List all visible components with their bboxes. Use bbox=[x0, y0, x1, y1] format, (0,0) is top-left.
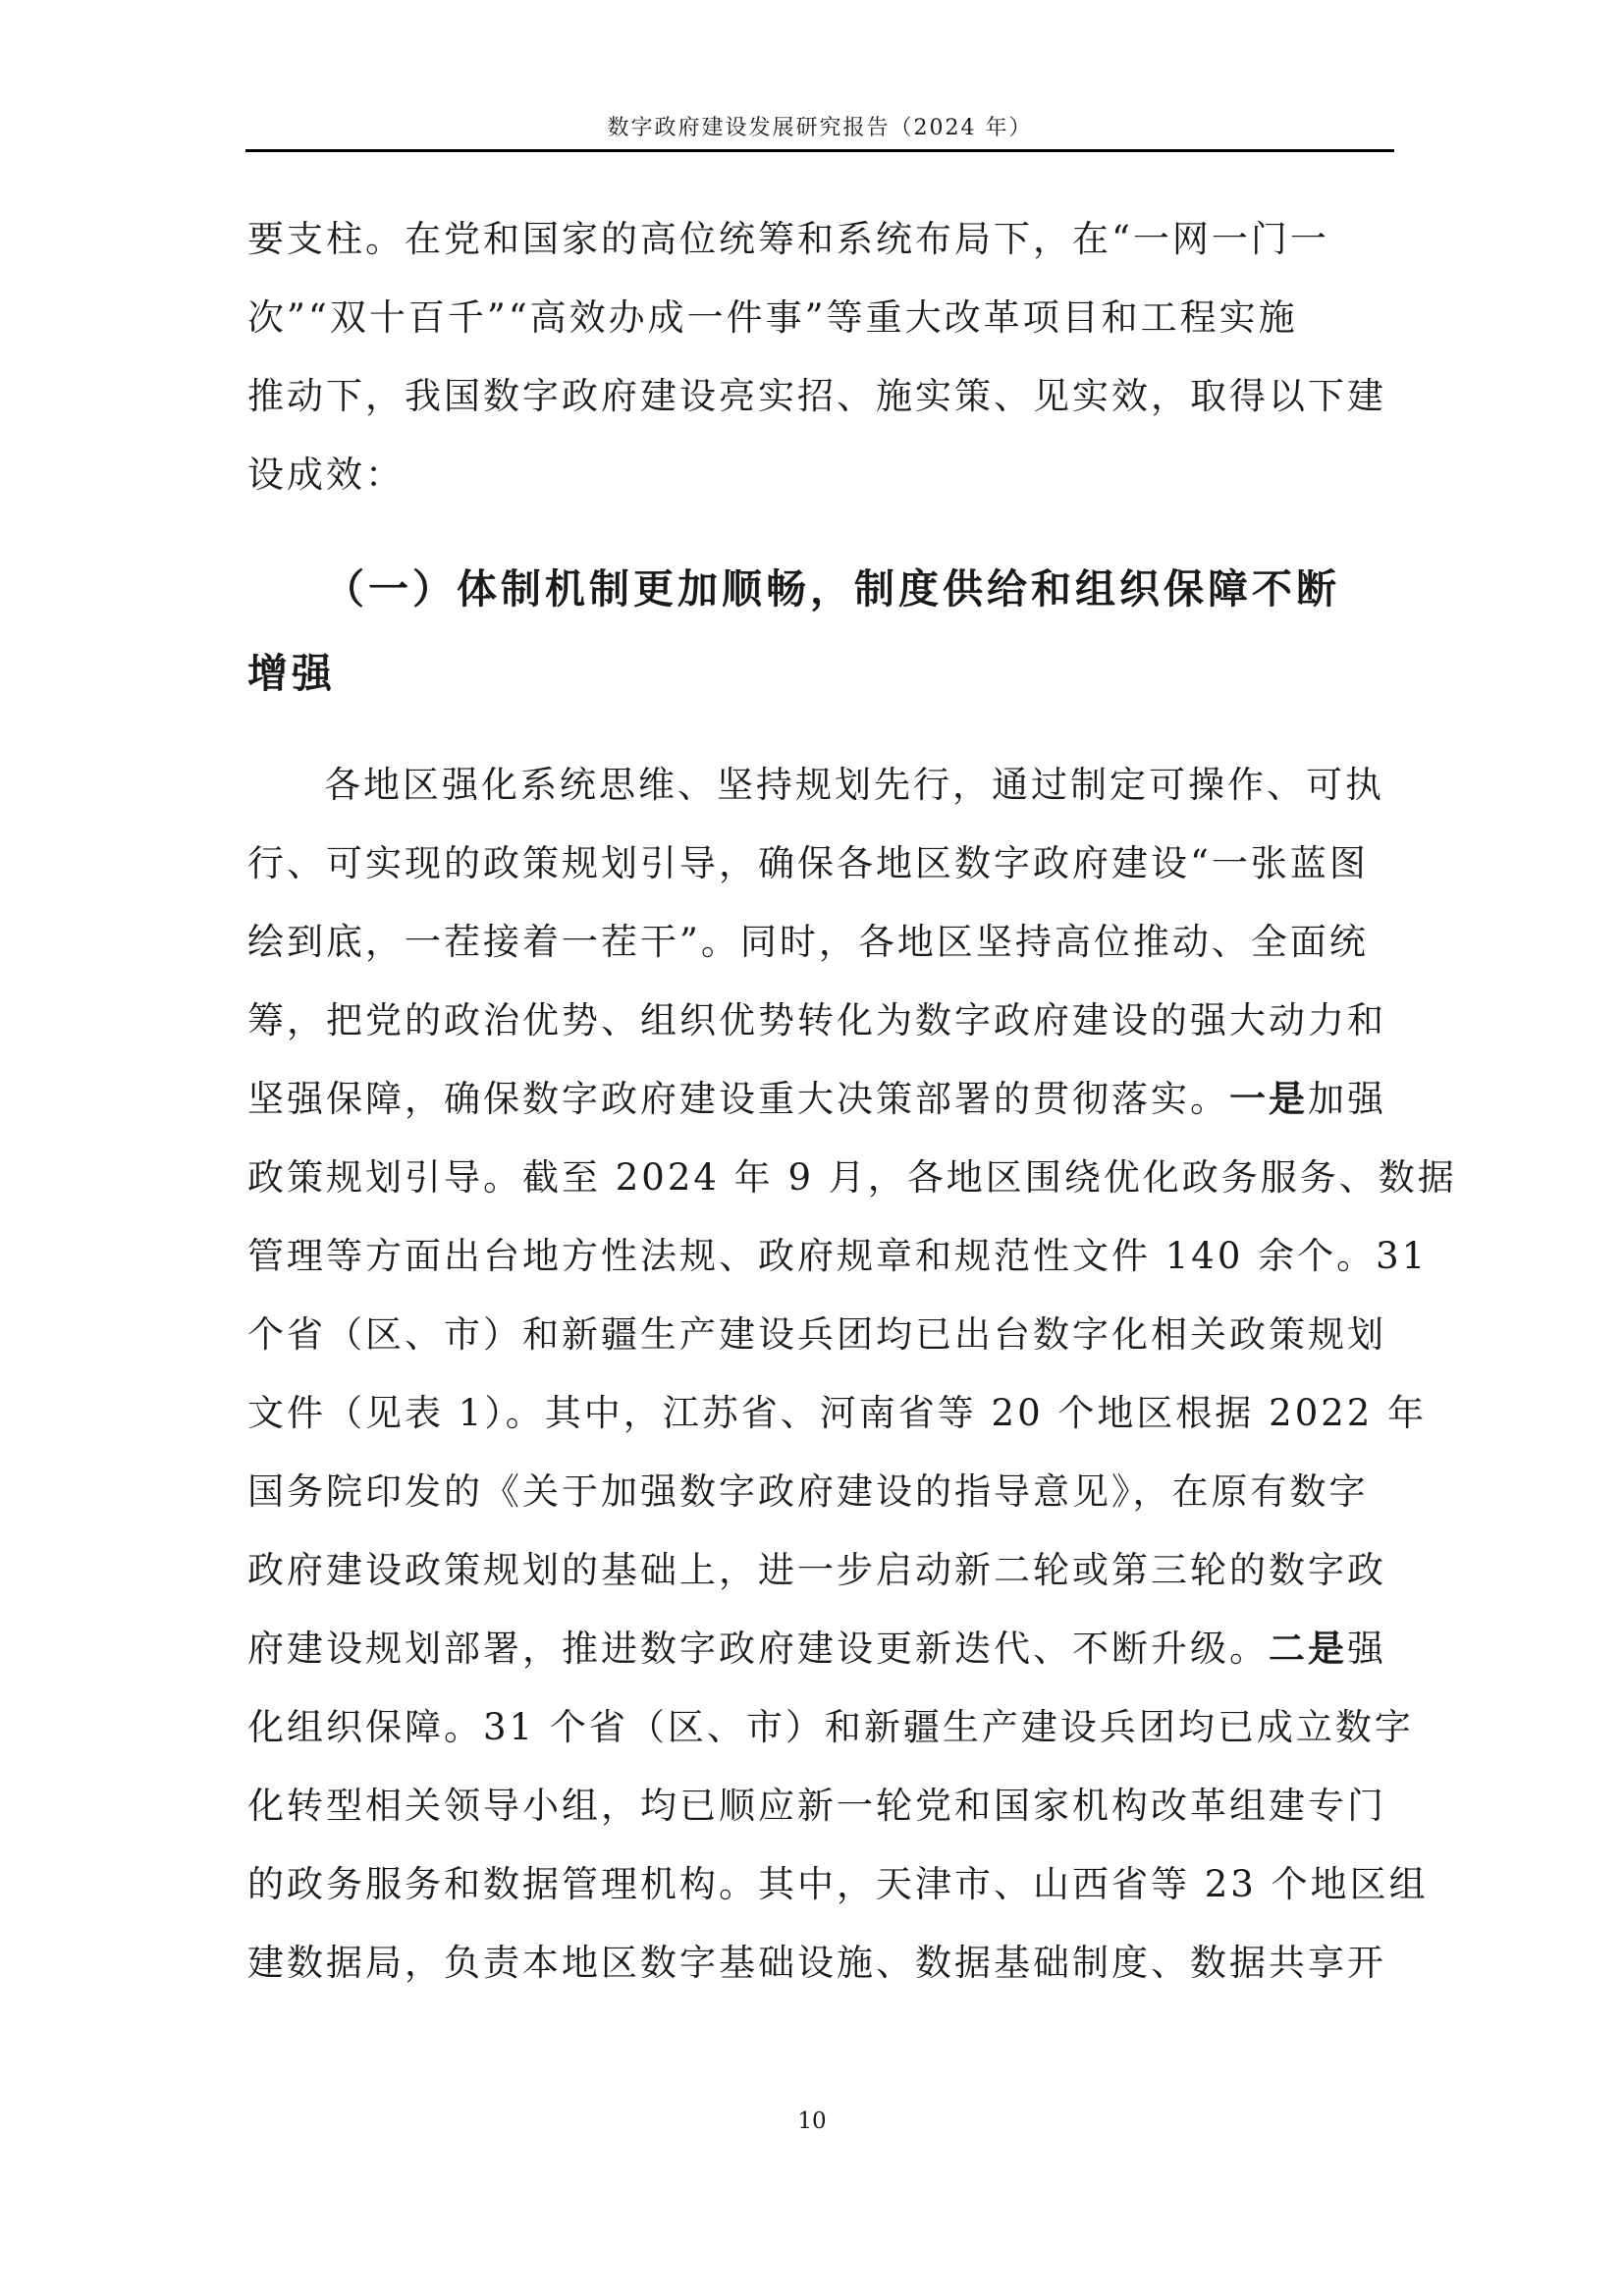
running-header: 数字政府建设发展研究报告（2024 年） bbox=[607, 116, 1033, 140]
body-text-line: 各地区强化系统思维、坚持规划先行，通过制定可操作、可执 bbox=[324, 764, 1384, 806]
body-text-line bbox=[247, 1076, 1386, 1123]
body-text-line: 要支柱。在党和国家的高位统筹和系统布局下，在“一网一门一 bbox=[247, 218, 1329, 260]
body-text-line: 文件（见表 1）。其中，江苏省、河南省等 20 个地区根据 2022 年 bbox=[247, 1392, 1428, 1434]
body-text-line: 推动下，我国数字政府建设亮实招、施实策、见实效，取得以下建 bbox=[247, 375, 1386, 417]
body-text-line: 管理等方面出台地方性法规、政府规章和规范性文件 140 余个。31 bbox=[247, 1235, 1429, 1277]
body-text-line: 个省（区、市）和新疆生产建设兵团均已出台数字化相关政策规划 bbox=[247, 1313, 1386, 1356]
body-text-segment: 加强 bbox=[1308, 1078, 1386, 1120]
body-text-line: 国务院印发的《关于加强数字政府建设的指导意见》，在原有数字 bbox=[247, 1470, 1369, 1513]
body-text-line bbox=[247, 1626, 1386, 1673]
body-text-line: 化转型相关领导小组，均已顺应新一轮党和国家机构改革组建专门 bbox=[247, 1785, 1386, 1827]
body-text-line: 的政务服务和数据管理机构。其中，天津市、山西省等 23 个地区组 bbox=[247, 1863, 1429, 1905]
body-text-line: 行、可实现的政策规划引导，确保各地区数字政府建设“一张蓝图 bbox=[247, 842, 1369, 884]
bold-marker-second: 二是 bbox=[1269, 1628, 1347, 1670]
body-text-line: 政府建设政策规划的基础上，进一步启动新二轮或第三轮的数字政 bbox=[247, 1549, 1386, 1591]
body-text-line: 筹，把党的政治优势、组织优势转化为数字政府建设的强大动力和 bbox=[247, 999, 1386, 1041]
body-text-line: 次”“双十百千”“高效办成一件事”等重大改革项目和工程实施 bbox=[247, 296, 1298, 339]
section-heading: （一）体制机制更加顺畅，制度供给和组织保障不断 bbox=[324, 565, 1340, 613]
body-text-line: 绘到底，一茬接着一茬干”。同时，各地区坚持高位推动、全面统 bbox=[247, 921, 1369, 963]
body-text-segment: 府建设规划部署，推进数字政府建设更新迭代、不断升级。 bbox=[247, 1628, 1269, 1670]
section-heading-continued: 增强 bbox=[247, 650, 336, 697]
body-text-line: 政策规划引导。截至 2024 年 9 月，各地区围绕优化政务服务、数据 bbox=[247, 1156, 1457, 1199]
body-text-segment: 坚强保障，确保数字政府建设重大决策部署的贯彻落实。 bbox=[247, 1078, 1229, 1120]
page-number: 10 bbox=[797, 2109, 827, 2134]
body-text-segment: 强 bbox=[1347, 1628, 1386, 1670]
body-text-line: 设成效： bbox=[247, 454, 405, 496]
body-text-line: 建数据局，负责本地区数字基础设施、数据基础制度、数据共享开 bbox=[247, 1942, 1386, 1984]
body-text-line: 化组织保障。31 个省（区、市）和新疆生产建设兵团均已成立数字 bbox=[247, 1706, 1414, 1748]
bold-marker-first: 一是 bbox=[1229, 1078, 1308, 1120]
